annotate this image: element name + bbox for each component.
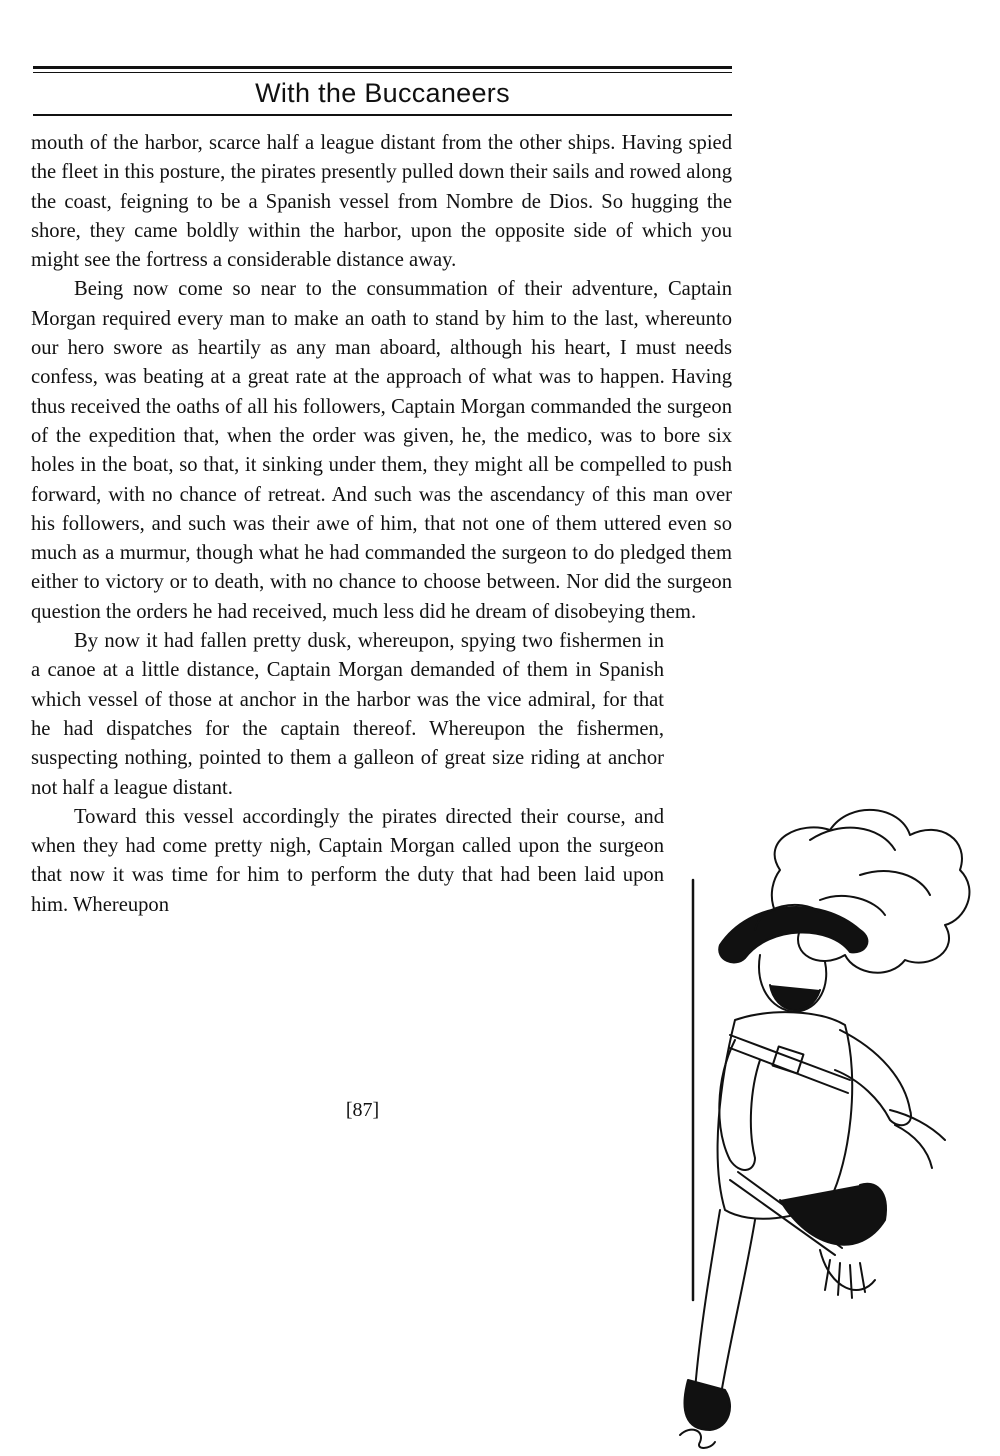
- leg: [695, 1210, 755, 1400]
- tassel-fringe: [820, 1250, 875, 1298]
- hand-lace: [890, 1110, 945, 1168]
- page-body: [31, 129, 732, 987]
- header-rule-bottom: [33, 114, 732, 116]
- coat-tail: [780, 1184, 886, 1245]
- smoke-cloud: [772, 810, 970, 973]
- header-rule-top: [33, 66, 732, 69]
- sash-belt: [730, 1035, 850, 1093]
- paragraph-4: Toward this vessel accordingly the pirates directed their course, and when they had come pretty nigh, Captain Morgan called upon the surgeon that now it was time for him to perform the duty that had been laid upon him. Whereupon: [31, 805, 664, 916]
- pirate-illustration: [660, 780, 990, 1450]
- paragraph-2: Being now come so near to the consummation of their adventure, Captain Morgan required every man to make an oath to stand by him to the last, whereunto our hero swore as heartily as any man aboard, although his heart, I must needs confess, was beating at a great rate at the approach of what was to happen. Having thus received the oaths of all his followers, Captain Morgan commanded the surgeon of the expedition that, when the order was given, he, the medico, was to bore six holes in the boat, so that, it sinking under them, they might all be compelled to push forward, with no chance of retreat. And such was the ascendancy of this man over his followers, and such was their awe of him, that not one of them uttered even so much as a murmur, though what he had commanded the surgeon to do pledged them either to victory or to death, with no chance to choose between. Nor did the surgeon question the orders he had received, much less did he dream of disobeying them.: [31, 278, 732, 623]
- header-rule-thin: [33, 72, 732, 73]
- smoke-wisp: [810, 828, 930, 915]
- paragraph-3: By now it had fallen pretty dusk, whereupon, spying two fishermen in a canoe at a little distance, Captain Morgan demanded of them in Spanish which vessel of those at anchor in the harbor was the vice admiral, for that he had dispatches for the captain thereof. Whereupon the fishermen, suspecting nothing, pointed to them a galleon of great size riding at anchor not half a league distant.: [31, 630, 664, 799]
- page-number: [87]: [345, 1099, 380, 1121]
- running-title: With the Buccaneers: [255, 78, 510, 108]
- paragraph-1: mouth of the harbor, scarce half a league distant from the other ships. Having spied the fleet in this posture, the pirates presently pulled down their sails and rowed along the coast, feigning to be a Spanish vessel from Nombre de Dios. So hugging the shore, they came boldly within the harbor, upon the opposite side of which you might see the fortress a considerable distance away.: [31, 132, 732, 272]
- artist-monogram: [680, 1430, 715, 1448]
- left-arm: [719, 1040, 760, 1170]
- body-coat: [718, 1012, 853, 1219]
